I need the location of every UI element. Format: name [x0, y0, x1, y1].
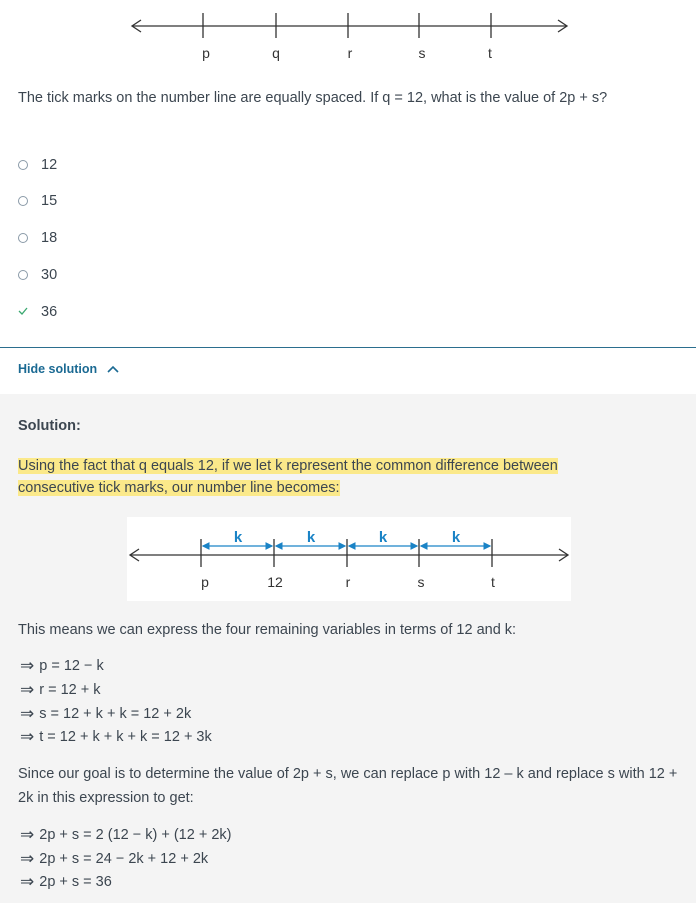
- divider: [0, 347, 696, 348]
- tick-label-12: 12: [267, 574, 283, 590]
- equation-line: [20, 871, 112, 893]
- solution-number-line: [127, 517, 571, 601]
- implies-arrow-icon: ⇒: [20, 825, 35, 844]
- implies-arrow-icon: ⇒: [20, 727, 35, 746]
- highlight-span: Using the fact that q equals 12, if we let k represent the common difference between consecutive tick marks, our number line becomes:: [18, 458, 558, 496]
- answer-choice[interactable]: [18, 155, 57, 175]
- answer-choice-correct[interactable]: [18, 302, 57, 322]
- equation-text: s = 12 + k + k = 12 + 2k: [39, 706, 192, 722]
- choice-label: 15: [41, 193, 58, 209]
- equation-text: 2p + s = 24 − 2k + 12 + 2k: [39, 851, 209, 867]
- equation-line: [20, 655, 104, 677]
- tick-label-t: t: [491, 574, 495, 590]
- solution-figure: [127, 517, 571, 601]
- tick-label-p: p: [202, 45, 210, 61]
- implies-arrow-icon: ⇒: [20, 656, 35, 675]
- interval-label-k: k: [233, 529, 243, 546]
- equation-line: [20, 679, 101, 701]
- choice-label: 30: [41, 267, 58, 283]
- check-icon: [18, 306, 28, 318]
- equation-text: 2p + s = 2 (12 − k) + (12 + 2k): [39, 827, 232, 843]
- implies-arrow-icon: ⇒: [20, 680, 35, 699]
- radio-button[interactable]: [18, 270, 28, 280]
- implies-arrow-icon: ⇒: [20, 849, 35, 868]
- equation-line: [20, 703, 191, 725]
- equation-text: t = 12 + k + k + k = 12 + 3k: [39, 729, 212, 745]
- implies-arrow-icon: ⇒: [20, 704, 35, 723]
- interval-label-k: k: [451, 529, 461, 546]
- tick-label-r: r: [347, 45, 353, 61]
- tick-label-t: t: [488, 45, 492, 61]
- choice-label: 12: [41, 157, 58, 173]
- radio-button[interactable]: [18, 160, 28, 170]
- radio-button[interactable]: [18, 233, 28, 243]
- highlighted-text: [18, 455, 638, 499]
- equation-text: 2p + s = 36: [39, 874, 112, 890]
- equation-line: [20, 824, 231, 846]
- radio-button[interactable]: [18, 196, 28, 206]
- interval-label-k: k: [306, 529, 316, 546]
- equation-line: [20, 848, 208, 870]
- question-text: The tick marks on the number line are equally spaced. If q = 12, what is the value of 2p + s?: [18, 90, 608, 106]
- chevron-up-icon: [107, 365, 119, 373]
- express-text: This means we can express the four remaining variables in terms of 12 and k:: [18, 622, 517, 638]
- solution-title: Solution:: [18, 418, 81, 434]
- tick-label-r: r: [345, 574, 351, 590]
- equation-text: r = 12 + k: [39, 682, 101, 698]
- tick-label-p: p: [201, 574, 209, 590]
- answer-choice[interactable]: [18, 265, 57, 285]
- answer-choice[interactable]: [18, 228, 57, 248]
- tick-label-s: s: [418, 45, 426, 61]
- choice-label: 36: [41, 304, 58, 320]
- implies-arrow-icon: ⇒: [20, 872, 35, 891]
- equation-line: [20, 726, 212, 748]
- choice-label: 18: [41, 230, 58, 246]
- equation-text: p = 12 − k: [39, 658, 104, 674]
- hide-solution-toggle[interactable]: [18, 362, 119, 376]
- answer-choice[interactable]: [18, 191, 57, 211]
- number-line-figure: [0, 0, 696, 70]
- goal-text: Since our goal is to determine the value of 2p + s, we can replace p with 12 – k and replace s with 12 + 2k in this expression to get:: [18, 766, 678, 806]
- hide-solution-label: Hide solution: [18, 362, 98, 376]
- interval-label-k: k: [378, 529, 388, 546]
- tick-label-s: s: [417, 574, 425, 590]
- tick-label-q: q: [272, 45, 280, 61]
